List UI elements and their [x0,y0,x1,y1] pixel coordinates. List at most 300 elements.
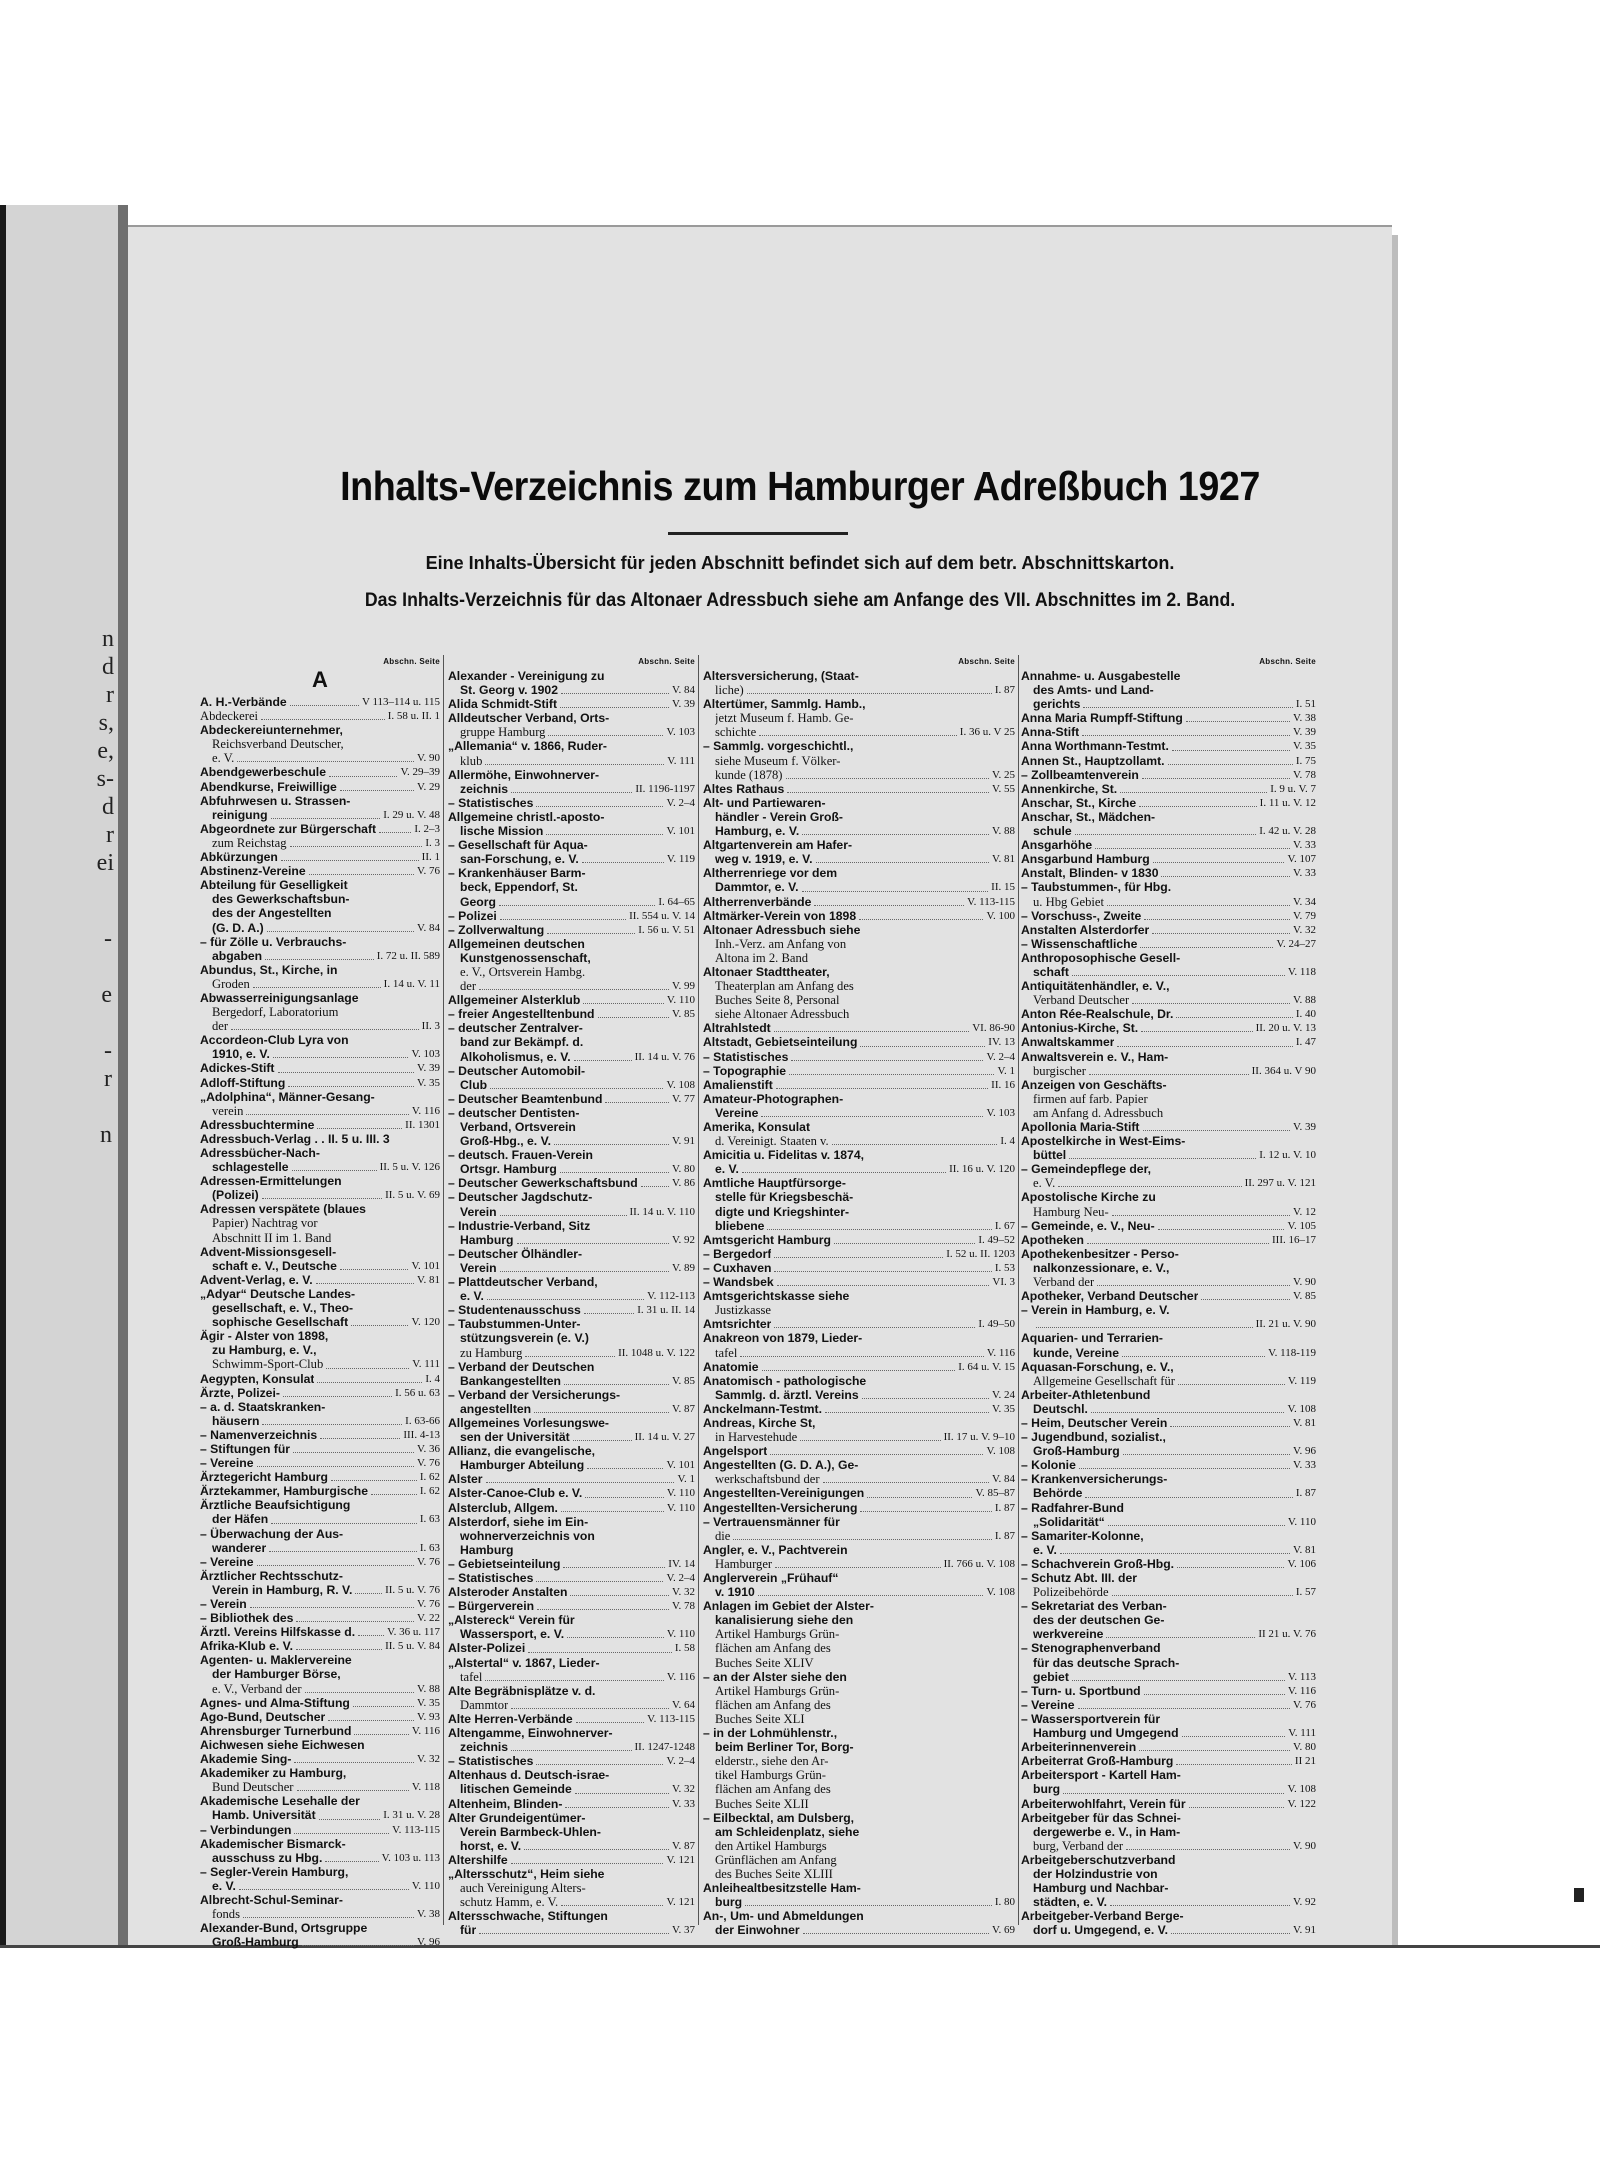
entry-term: Akademische Lesehalle der [200,1794,360,1809]
leader-dots [1144,919,1290,920]
entry-reference: V. 121 [666,1853,695,1866]
entry-term: lische Mission [460,824,544,839]
entry-term: sophische Gesellschaft [212,1315,349,1330]
index-entry [448,739,695,753]
leader-dots [262,1198,382,1199]
entry-reference: I. 56 u. V. 51 [638,923,695,936]
index-entry [448,1515,695,1529]
entry-reference: V. 88 [991,825,1015,838]
entry-term: – Verein in Hamburg, e. V. [1021,1303,1170,1318]
leader-dots [1112,1595,1293,1596]
index-entry [703,1346,1015,1360]
entry-term: Altstadt, Gebietseinteilung [703,1035,858,1050]
entry-term: – für Zölle u. Verbrauchs- [200,934,347,949]
entry-reference: V. 119 [1287,1374,1316,1387]
entry-reference: I. 36 u. V 25 [959,726,1015,739]
leader-dots [770,1454,983,1455]
entry-term: siehe Museum f. Völker- [715,753,841,768]
index-entry [703,1909,1015,1923]
index-entry [200,1273,440,1287]
leader-dots [1158,1229,1285,1230]
index-entry [200,1752,440,1766]
leader-dots [354,1734,408,1735]
leader-dots [584,1313,635,1314]
entry-term: Buches Seite XLIV [715,1655,814,1670]
index-entry [1021,895,1316,909]
entry-reference: V. 24–27 [1276,937,1316,950]
entry-reference: V. 33 [1292,1459,1316,1472]
index-entry [448,796,695,810]
leader-dots [1110,1905,1290,1906]
entry-reference: V. 121 [666,1896,695,1909]
entry-term: tikel Hamburgs Grün- [715,1768,826,1783]
leader-dots [293,1452,414,1453]
entry-term: zu Hamburg [460,1345,523,1360]
index-entry [703,1458,1015,1472]
index-entry [1021,1571,1316,1585]
entry-reference: V. 96 [416,1936,440,1949]
leader-dots [490,1088,663,1089]
index-entry [448,1684,695,1698]
index-entry [703,1585,1015,1599]
entry-term: Adressen verspätete (blaues [200,1202,366,1217]
entry-reference: V. 110 [666,1487,695,1500]
index-entry [200,906,440,920]
entry-term: weg v. 1919, e. V. [715,852,813,867]
entry-reference: V. 118-119 [1268,1346,1316,1359]
entry-reference: V. 89 [671,1261,695,1274]
leader-dots [536,1764,663,1765]
entry-reference: V. 81 [1292,1543,1316,1556]
entry-reference: I. 57 [1295,1586,1316,1599]
index-entry [1021,768,1316,782]
index-entry [200,1921,440,1935]
leader-dots [237,761,414,762]
index-entry [703,1684,1015,1698]
leader-dots [775,1567,940,1568]
entry-reference: V. 108 [1287,1402,1316,1415]
index-entry [703,1289,1015,1303]
entry-reference: I. 63 [419,1541,440,1554]
index-entry [1021,852,1316,866]
entry-term: Apostolische Kirche zu [1021,1190,1156,1205]
entry-reference: V. 2–4 [666,796,695,809]
index-entry [703,1529,1015,1543]
index-entry [448,1289,695,1303]
entry-term: – Deutscher Automobil- [448,1063,586,1078]
index-entry [200,1315,440,1329]
index-entry [200,1456,440,1470]
index-entry [448,1867,695,1881]
entry-term: Schwimm-Sport-Club [212,1357,324,1372]
index-entry [448,1656,695,1670]
index-entry [703,1035,1015,1049]
entry-term: – Jugendbund, sozialist., [1021,1430,1166,1445]
leader-dots [762,1370,956,1371]
entry-term: – Kolonie [1021,1458,1076,1473]
leader-dots [1091,1412,1285,1413]
leader-dots [486,1482,675,1483]
column-separator [443,655,444,1925]
entry-term: Allermöhe, Einwohnerver- [448,767,600,782]
left-page-fragment: d [102,654,114,680]
entry-term: flächen am Anfang des [715,1782,831,1797]
entry-reference: V. 22 [416,1612,440,1625]
entry-term: Behörde [1033,1486,1083,1501]
entry-reference: V. 110 [1287,1515,1316,1528]
index-entry [1021,1430,1316,1444]
entry-term: beck, Eppendorf, St. [460,880,578,895]
index-entry [1021,1388,1316,1402]
index-entry [1021,1599,1316,1613]
left-page-fragment: r [104,1066,112,1092]
index-entry [200,1527,440,1541]
entry-term: Altonaer Adressbuch siehe [703,922,861,937]
leader-dots [758,1595,984,1596]
entry-term: – Taubstummen-, für Hbg. [1021,880,1172,895]
entry-term: Hamb. Universität [212,1808,316,1823]
entry-term: – Turn- u. Sportbund [1021,1683,1141,1698]
entry-term: Annen St., Hauptzollamt. [1021,753,1165,768]
entry-term: Ärztekammer, Hamburgische [200,1484,368,1499]
entry-reference: V. 103 [666,726,695,739]
entry-reference: V. 36 u. 117 [387,1626,440,1639]
leader-dots [759,735,957,736]
entry-reference: V. 38 [416,1908,440,1921]
leader-dots [296,1621,414,1622]
index-entry [200,1653,440,1667]
entry-reference: V. 35 [991,1402,1015,1415]
index-entry [448,1416,695,1430]
subtitle-overview: Eine Inhalts-Übersicht für jeden Abschnitt befindet sich auf dem betr. Abschnittskarton. [425,553,1175,573]
index-entry [200,723,440,737]
entry-reference: II. 297 u. V. 121 [1244,1177,1316,1190]
leader-dots [317,1128,402,1129]
leader-dots [1072,975,1285,976]
scan-corner-mark [1574,1888,1584,1902]
entry-term: Angestellten-Versicherung [703,1500,858,1515]
left-page-fragment [100,1009,112,1037]
index-entry [703,1501,1015,1515]
leader-dots [340,1269,409,1270]
leader-dots [561,693,669,694]
leader-dots [271,1523,417,1524]
index-entry [1021,1360,1316,1374]
entry-term: Antonius-Kirche, St. [1021,1021,1139,1036]
entry-term: – Bürgerverein [448,1599,535,1614]
entry-term: – a. d. Staatskranken- [200,1399,326,1414]
entry-term: Abendkurse, Freiwillige [200,779,337,794]
entry-reference: I. 67 [994,1219,1015,1232]
entry-term: – Zollverwaltung [448,922,545,937]
entry-term: Kunstgenossenschaft, [460,950,591,965]
entry-term: – Krankenhäuser Barm- [448,866,586,881]
leader-dots [379,832,411,833]
entry-reference: V. 110 [666,994,695,1007]
entry-term: zeichnis [460,1740,509,1755]
index-entry [703,796,1015,810]
entry-term: Abdeckerei [200,709,259,724]
entry-reference: II. 1247-1248 [634,1741,695,1754]
index-entry [1021,1078,1316,1092]
index-entry [703,1275,1015,1289]
entry-term: abgaben [212,948,263,963]
entry-term: – deutscher Dentisten- [448,1105,580,1120]
index-entry [200,765,440,779]
leader-dots [319,1819,381,1820]
entry-term: Altenhaus d. Deutsch-israe- [448,1768,610,1783]
index-entry [703,1021,1015,1035]
index-entry [448,1148,695,1162]
index-entry [1021,1754,1316,1768]
leader-dots [269,1551,417,1552]
entry-term: – Zollbeamtenverein [1021,767,1139,782]
index-entry [200,822,440,836]
entry-reference: I. 87 [994,1529,1015,1542]
entry-term: – Stiftungen für [200,1441,291,1456]
index-entry [1021,810,1316,824]
index-entry [448,1247,695,1261]
leader-dots [305,1692,414,1693]
entry-reference: V. 101 [666,1459,695,1472]
leader-dots [1171,1933,1290,1934]
leader-dots [774,1257,943,1258]
entry-term: – an der Alster siehe den [703,1669,847,1684]
index-entry [200,808,440,822]
index-entry [703,1698,1015,1712]
index-entry [200,1696,440,1710]
index-entry [1021,1035,1316,1049]
leader-dots [1097,1285,1290,1286]
entry-term: Altrahlstedt [703,1021,771,1036]
leader-dots [351,1325,408,1326]
entry-reference: I. 75 [1295,754,1316,767]
entry-reference: II. 5 u. V. 84 [385,1640,440,1653]
leader-dots [747,693,992,694]
entry-term: – Statistisches [448,1754,534,1769]
entry-term: Hamburg [460,1232,514,1247]
leader-dots [1178,1384,1285,1385]
leader-dots [560,707,669,708]
entry-term: e. V., Verband der [212,1681,302,1696]
left-page-fragment [100,953,112,981]
entry-term: – Radfahrer-Bund [1021,1500,1124,1515]
leader-dots [536,806,663,807]
entry-reference: V. 29–39 [400,766,440,779]
entry-term: Altertümer, Sammlg. Hamb., [703,697,866,712]
index-entry [1021,1007,1316,1021]
index-entry [448,1797,695,1811]
entry-reference: V. 91 [671,1135,695,1148]
index-entry [1021,1289,1316,1303]
entry-term: Alkoholismus, e. V. [460,1049,571,1064]
entry-reference: II. 554 u. V. 14 [629,909,695,922]
entry-term: den Artikel Hamburgs [715,1838,827,1853]
entry-term: – Topographie [703,1063,787,1078]
leader-dots [587,1468,663,1469]
index-entry [703,1740,1015,1754]
entry-term: Buches Seite 8, Personal [715,993,840,1008]
entry-term: am Schleidenplatz, siehe [715,1824,860,1839]
entry-reference: V. 108 [666,1078,695,1091]
entry-term: Antiquitätenhändler, e. V., [1021,979,1170,994]
index-entry [448,1317,695,1331]
index-entry [200,1442,440,1456]
entry-term: Hamburg, e. V. [715,824,800,839]
column-separator [1018,655,1019,1925]
index-entry [1021,725,1316,739]
entry-term: Altona im 2. Band [715,950,809,965]
entry-reference: V. 108 [986,1586,1015,1599]
leader-dots [1083,707,1292,708]
entry-term: „Allemania“ v. 1866, Ruder- [448,739,607,754]
index-entry [200,1611,440,1625]
entry-reference: I. 63-66 [405,1414,440,1427]
entry-term: – Schutz Abt. III. der [1021,1571,1138,1585]
entry-reference: V. 76 [416,865,440,878]
leader-dots [570,1595,669,1596]
entry-term: Advent-Missionsgesell- [200,1244,337,1259]
leader-dots [767,1229,991,1230]
index-entry [1021,1486,1316,1500]
leader-dots [511,1750,631,1751]
index-entry [1021,838,1316,852]
entry-reference: I. 31 u. V. 28 [383,1809,440,1822]
leader-dots [1132,1003,1290,1004]
entry-reference: V. 39 [416,1062,440,1075]
index-entry [448,1768,695,1782]
index-entry [1021,1613,1316,1627]
index-entry [448,1190,695,1204]
entry-term: Verband, Ortsverein [460,1120,576,1134]
entry-term: Anckelmann-Testmt. [703,1401,822,1416]
index-entry [200,1047,440,1061]
entry-term: Ägir - Alster von 1898, [200,1329,329,1344]
entry-reference: V. 33 [1292,839,1316,852]
index-entry [200,963,440,977]
entry-reference: II. 364 u. V 90 [1251,1064,1316,1077]
entry-term: Amtliche Hauptfürsorge- [703,1176,846,1191]
entry-term: Alldeutscher Verband, Orts- [448,711,610,726]
entry-term: Anstalt, Blinden- v 1830 [1021,866,1159,881]
entry-term: des Buches Seite XLIII [715,1866,833,1881]
left-page-fragment: - [104,1038,112,1064]
entry-term: Alt- und Partiewaren- [703,795,826,810]
leader-dots [340,790,414,791]
left-page-fragment: e [101,982,112,1008]
entry-reference: V. 116 [1287,1684,1316,1697]
entry-term: Amtsgericht Hamburg [703,1232,831,1247]
entry-term: schichte [715,725,757,740]
entry-term: elderstr., siehe den Ar- [715,1754,829,1769]
index-entry [703,1557,1015,1571]
entry-reference: III. 4-13 [403,1428,440,1441]
entry-term: „Adolphina“, Männer-Gesang- [200,1089,375,1104]
entry-term: „Solidarität“ [1033,1514,1105,1529]
leader-dots [1082,735,1290,736]
entry-term: – Vereine [200,1456,254,1471]
index-entry [1021,1881,1316,1895]
index-entry [1021,1303,1316,1317]
leader-dots [1152,933,1290,934]
entry-term: – Wissenschaftliche [1021,936,1138,951]
column-header: Abschn. Seite [383,657,440,666]
entry-reference: V. 81 [1292,1416,1316,1429]
entry-term: Groß-Hamburg [212,1935,299,1950]
entry-term: wanderer [212,1540,267,1555]
index-column-4 [1021,655,1316,1937]
entry-reference: VI. 3 [992,1276,1015,1289]
entry-reference: II. 1 [421,851,440,864]
entry-term: Allgemeines Vorlesungswe- [448,1415,609,1430]
leader-dots [257,1565,414,1566]
entry-term: Adressbuchtermine [200,1117,315,1132]
leader-dots [320,1438,400,1439]
entry-reference: V. 35 [1292,740,1316,753]
entry-term: Altes Rathaus [703,781,785,796]
index-entry [1021,1134,1316,1148]
index-entry [703,852,1015,866]
index-entry [448,754,695,768]
index-entry [1021,1402,1316,1416]
index-entry [1021,1501,1316,1515]
leader-dots [585,1497,664,1498]
leader-dots [774,1327,975,1328]
entry-term: – deutscher Zentralver- [448,1021,583,1036]
entry-term: Ansgarbund Hamburg [1021,852,1150,867]
entry-term: Alster [448,1472,483,1487]
leader-dots [1060,1553,1290,1554]
index-entry [703,895,1015,909]
index-entry [703,768,1015,782]
index-entry [1021,1853,1316,1867]
index-entry [1021,1839,1316,1853]
index-entry [703,1303,1015,1317]
entry-reference: II. 16 u. V. 120 [949,1163,1015,1176]
index-entry [448,1331,695,1345]
index-entry [1021,1190,1316,1204]
index-entry [448,1529,695,1543]
entry-reference: V. 110 [411,1879,440,1892]
index-entry [448,711,695,725]
entry-term: reinigung [212,807,268,822]
entry-term: Club [460,1077,488,1092]
entry-term: häusern [212,1413,260,1428]
entry-term: Afrika-Klub e. V. [200,1639,294,1654]
entry-reference: I. 62 [419,1471,440,1484]
leader-dots [294,1762,414,1763]
section-letter: A [312,667,328,692]
index-entry [200,1907,440,1921]
index-entry [448,1176,695,1190]
index-entry [448,1839,695,1853]
entry-term: – Statistisches [448,1571,534,1585]
index-entry [1021,1092,1316,1106]
entry-reference: V. 39 [1292,1121,1316,1133]
entry-term: Abendgewerbeschule [200,765,326,780]
index-entry [1021,979,1316,993]
index-entry [1021,683,1316,697]
index-entry [703,669,1015,683]
entry-term: Adressbuch-Verlag . . II. 5 u. III. 3 [200,1131,390,1146]
index-entry [448,852,695,866]
index-entry [200,1061,440,1075]
entry-reference: V. 92 [671,1233,695,1246]
index-entry [448,965,695,979]
leader-dots [537,1609,669,1610]
index-entry [703,951,1015,965]
index-entry [448,1698,695,1712]
